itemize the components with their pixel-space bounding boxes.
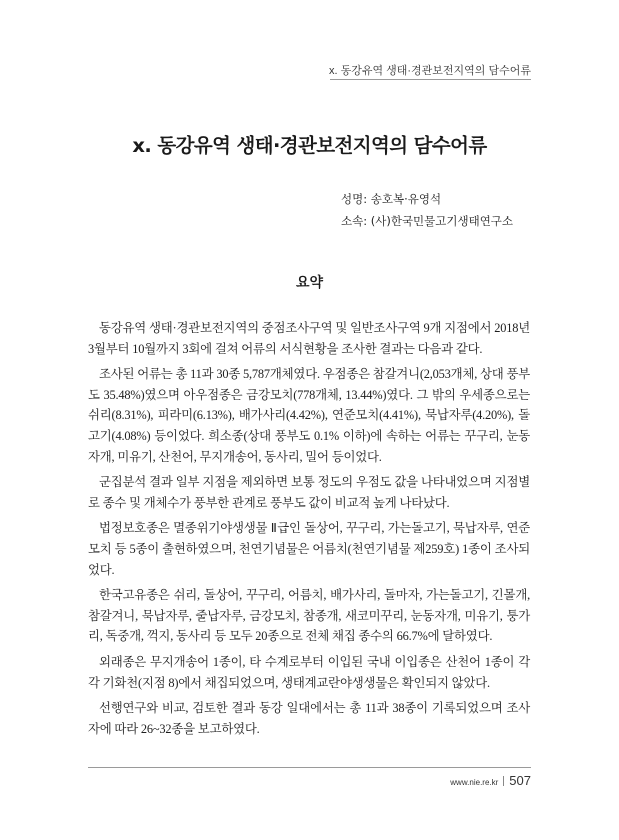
footer-site: www.nie.re.kr: [450, 778, 499, 787]
summary-paragraph: 조사된 어류는 총 11과 30종 5,787개체였다. 우점종은 참갈겨니(2,053개체, 상대 풍부도 35.48%)였으며 아우점종은 금강모치(778개체, 13.44%)였다. 그 밖의 우세종으로는 쉬리(8.31%), 피라미(6.13%), 배가사리(4.42%), 연준모치(4.41%), 묵납자루(4.20%), 돌고기(4.08%) 등이었다. 희소종(상대 풍부도 0.1% 이하)에 속하는 어류는 꾸구리, 눈동자개, 미유기, 산천어, 무지개송어, 동사리, 밀어 등이었다.: [88, 367, 530, 464]
summary-paragraph: 동강유역 생태·경관보전지역의 중점조사구역 및 일반조사구역 9개 지점에서 2018년 3월부터 10월까지 3회에 걸쳐 어류의 서식현황을 조사한 결과는 다음과 같다.: [88, 321, 530, 356]
author-affiliation: 소속: (사)한국민물고기생태연구소: [341, 214, 514, 228]
page-number: 507: [509, 773, 531, 788]
header-rule: [330, 79, 531, 80]
summary-paragraph: 군집분석 결과 일부 지점을 제외하면 보통 정도의 우점도 값을 나타내었으며 지점별로 종수 및 개체수가 풍부한 관계로 풍부도 값이 비교적 높게 나타났다.: [88, 475, 530, 510]
author-names: 성명: 송호복·유영석: [341, 192, 442, 206]
footer-separator: [503, 776, 504, 786]
author-block: [341, 188, 513, 232]
footer-rule: [88, 767, 531, 768]
summary-body: [88, 318, 530, 744]
running-head: x. 동강유역 생태·경관보전지역의 담수어류: [328, 65, 531, 77]
summary-paragraph: 선행연구와 비교, 검토한 결과 동강 일대에서는 총 11과 38종이 기록되었으며 조사자에 따라 26~32종을 보고하였다.: [88, 701, 530, 736]
summary-paragraph: 법정보호종은 멸종위기야생생물 Ⅱ급인 돌상어, 꾸구리, 가는돌고기, 묵납자루, 연준모치 등 5종이 출현하였으며, 천연기념물은 어름치(천연기념물 제259호) 1종이 조사되었다.: [88, 521, 530, 577]
summary-heading: 요약: [295, 275, 324, 291]
chapter-title: x. 동강유역 생태·경관보전지역의 담수어류: [132, 134, 487, 157]
summary-paragraph: 외래종은 무지개송어 1종이, 타 수계로부터 이입된 국내 이입종은 산천어 1종이 각각 기화천(지점 8)에서 채집되었으며, 생태계교란야생생물은 확인되지 않았다.: [88, 654, 530, 690]
summary-paragraph: 한국고유종은 쉬리, 돌상어, 꾸구리, 어름치, 배가사리, 돌마자, 가는돌고기, 긴몰개, 참갈겨니, 묵납자루, 줄납자루, 금강모치, 참종개, 새코미꾸리, 눈동자개, 미유기, 퉁가리, 독중개, 꺽지, 동사리 등 모두 20종으로 전체 채집 종수의 66.7%에 달하였다.: [88, 588, 530, 644]
page-footer: [450, 772, 531, 790]
